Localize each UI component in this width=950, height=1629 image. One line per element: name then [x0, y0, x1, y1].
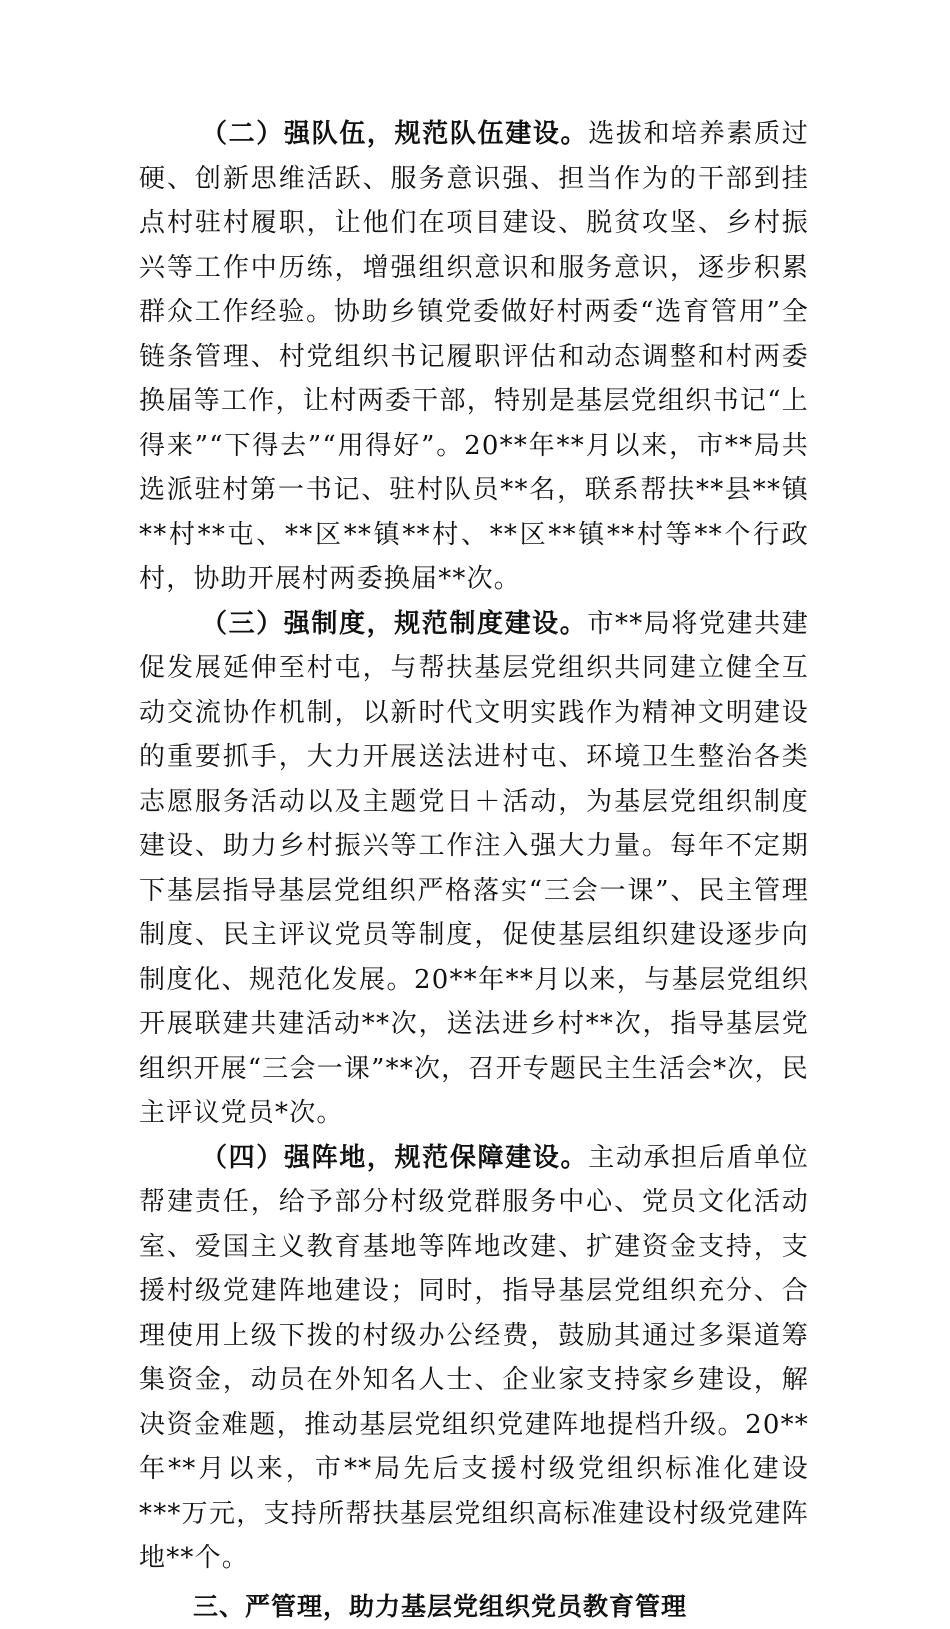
- paragraph-lead: （二）强队伍，规范队伍建设。: [201, 119, 588, 149]
- paragraph-lead: （三）强制度，规范制度建设。: [201, 609, 587, 639]
- paragraph-strengthen-position: [139, 1136, 809, 1581]
- paragraph-body: 选拔和培养素质过硬、创新思维活跃、服务意识强、担当作为的干部到挂点村驻村履职，让他们在项目建设、脱贫攻坚、乡村振兴等工作中历练，增强组织意识和服务意识，逐步积累群众工作经验。协助乡镇党委做好村两委“选育管用”全链条管理、村党组织书记履职评估和动态调整和村两委换届等工作，让村两委干部，特别是基层党组织书记“上得来”“下得去”“用得好”。20**年**月以来，市**局共选派驻村第一书记、驻村队员**名，联系帮扶**县**镇**村**屯、**区**镇**村、**区**镇**村等**个行政村，协助开展村两委换届**次。: [139, 119, 809, 594]
- paragraph-lead: （四）强阵地，规范保障建设。: [201, 1143, 588, 1173]
- paragraph-body: 主动承担后盾单位帮建责任，给予部分村级党群服务中心、党员文化活动室、爱国主义教育基地等阵地改建、扩建资金支持，支援村级党建阵地建设；同时，指导基层党组织充分、合理使用上级下拨的村级办公经费，鼓励其通过多渠道筹集资金，动员在外知名人士、企业家支持家乡建设，解决资金难题，推动基层党组织党建阵地提档升级。20**年**月以来，市**局先后支援村级党组织标准化建设***万元，支持所帮扶基层党组织高标准建设村级党建阵地**个。: [139, 1143, 809, 1574]
- paragraph-strengthen-system: [139, 602, 809, 1136]
- paragraph-body: 市**局将党建共建促发展延伸至村屯，与帮扶基层党组织共同建立健全互动交流协作机制，以新时代文明实践作为精神文明建设的重要抓手，大力开展送法进村屯、环境卫生整治各类志愿服务活动以及主题党日＋活动，为基层党组织制度建设、助力乡村振兴等工作注入强大力量。每年不定期下基层指导基层党组织严格落实“三会一课”、民主管理制度、民主评议党员等制度，促使基层组织建设逐步向制度化、规范化发展。20**年**月以来，与基层党组织开展联建共建活动**次，送法进乡村**次，指导基层党组织开展“三会一课”**次，召开专题民主生活会*次，民主评议党员*次。: [139, 609, 809, 1129]
- paragraph-strengthen-team: [139, 112, 809, 602]
- document-body: [139, 112, 809, 1629]
- section-heading: 三、严管理，助力基层党组织党员教育管理: [139, 1585, 809, 1629]
